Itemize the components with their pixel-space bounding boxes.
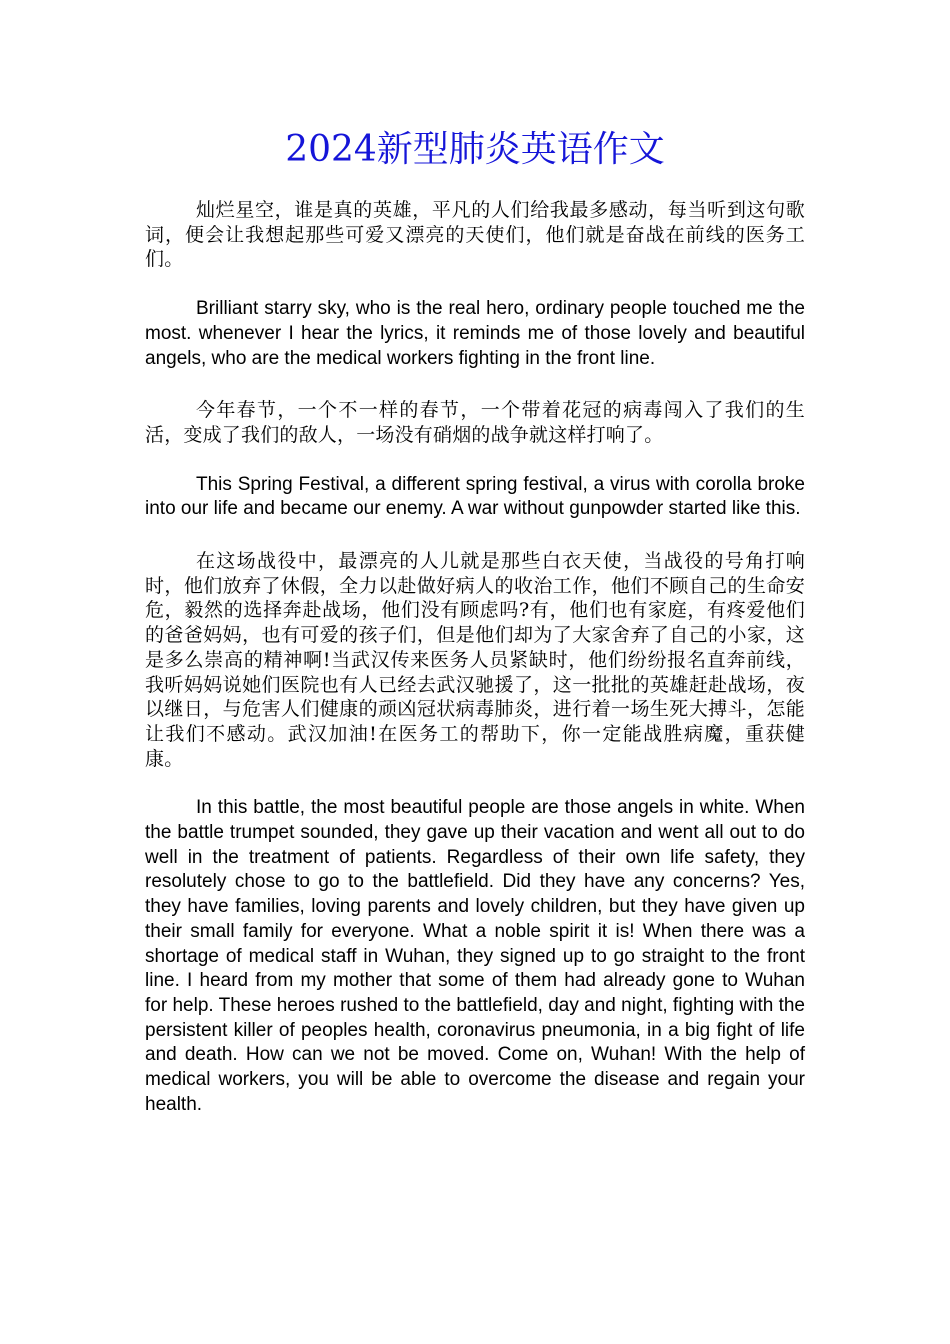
paragraph-zh-3: 在这场战役中，最漂亮的人儿就是那些白衣天使，当战役的号角打响时，他们放弃了休假，全力以赴做好病人的收治工作，他们不顾自己的生命安危，毅然的选择奔赴战场，他们没有顾虑吗?有，他们也有家庭，有疼爱他们的爸爸妈妈，也有可爱的孩子们，但是他们却为了大家舍弃了自己的小家，这是多么崇高的精神啊!当武汉传来医务人员紧缺时，他们纷纷报名直奔前线，我听妈妈说她们医院也有人已经去武汉驰援了，这一批批的英雄赶赴战场，夜以继日，与危害人们健康的顽凶冠状病毒肺炎，进行着一场生死大搏斗，怎能让我们不感动。武汉加油!在医务工的帮助下，你一定能战胜病魔，重获健康。 bbox=[145, 550, 805, 770]
paragraph-en-3: In this battle, the most beautiful people are those angels in white. When the battle trumpet sounded, they gave up their vacation and went all out to do well in the treatment of patients. Regardless of their own life safety, they resolutely chose to go to the battlefield. Did they have any concerns? Yes, they have families, loving parents and lovely children, but they have given up their small family for everyone. What a noble spirit it is! When there was a shortage of medical staff in Wuhan, they signed up to go straight to the front line. I heard from my mother that some of them had already gone to Wuhan for help. These heroes rushed to the battlefield, day and night, fighting with the persistent killer of peoples health, coronavirus pneumonia, in a big fight of life and death. How can we not be moved. Come on, Wuhan! With the help of medical workers, you will be able to overcome the disease and regain your health. bbox=[145, 797, 805, 1115]
document-title: 2024新型肺炎英语作文 bbox=[285, 129, 665, 170]
paragraph-en-2: This Spring Festival, a different spring festival, a virus with corolla broke into our life and became our enemy. A war without gunpowder started like this. bbox=[145, 473, 805, 520]
paragraph-zh-1: 灿烂星空，谁是真的英雄，平凡的人们给我最多感动，每当听到这句歌词，便会让我想起那些可爱又漂亮的天使们，他们就是奋战在前线的医务工们。 bbox=[145, 199, 805, 271]
document-body bbox=[145, 198, 805, 1118]
paragraph-en-1: Brilliant starry sky, who is the real hero, ordinary people touched me the most. whenever I hear the lyrics, it reminds me of those lovely and beautiful angels, who are the medical workers fighting in the front line. bbox=[145, 298, 805, 369]
paragraph-zh-2: 今年春节，一个不一样的春节，一个带着花冠的病毒闯入了我们的生活，变成了我们的敌人，一场没有硝烟的战争就这样打响了。 bbox=[145, 399, 805, 446]
